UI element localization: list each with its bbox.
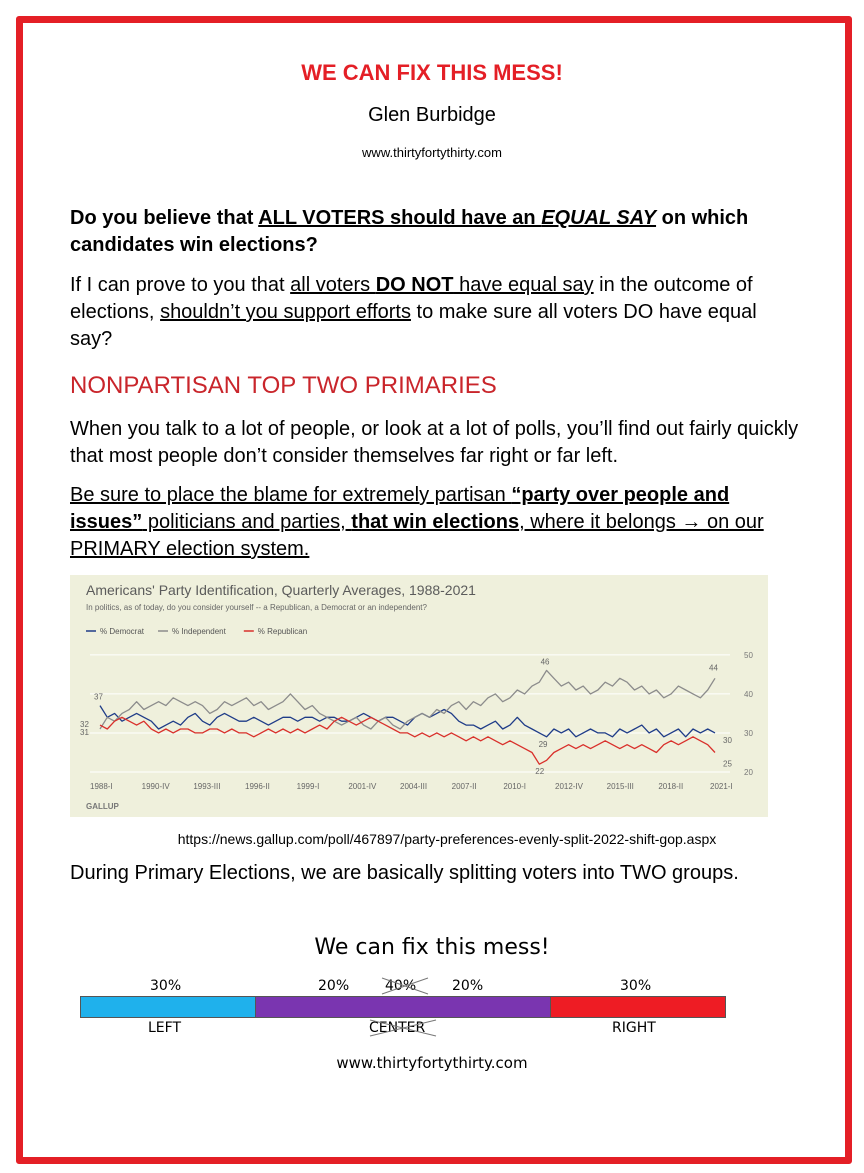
banner-website[interactable]: www.thirtyfortythirty.com: [336, 1054, 528, 1072]
right-segment: [550, 996, 726, 1018]
x-tick-label-7: 2007-II: [451, 782, 477, 791]
x-tick-label-6: 2004-III: [400, 782, 428, 791]
y-tick-label-20: 20: [744, 768, 753, 777]
x-tick-label-9: 2012-IV: [555, 782, 584, 791]
section-heading: NONPARTISAN TOP TWO PRIMARIES: [70, 372, 497, 399]
center-right-percent: 20%: [452, 978, 484, 994]
center-percent: 40%: [385, 978, 417, 994]
annotation-6: 44: [709, 663, 718, 673]
p3-text-3: politicians and parties,: [142, 511, 352, 533]
x-tick-label-4: 1999-I: [296, 782, 320, 791]
polls-paragraph: When you talk to a lot of people, or look at a lot of polls, you’ll find out fairly quickly that most people don’t consider themselves far right or far left.: [70, 418, 799, 467]
p1-text-6: shouldn’t you support efforts: [160, 301, 411, 323]
annotation-5: 22: [535, 767, 545, 777]
legend-label-2: % Republican: [257, 627, 308, 636]
page-title: WE CAN FIX THIS MESS!: [301, 60, 563, 85]
annotation-3: 46: [540, 657, 550, 667]
left-percent: 30%: [150, 978, 182, 994]
annotation-0: 37: [94, 692, 103, 702]
series-line-1: [100, 670, 715, 729]
x-tick-label-3: 1996-II: [245, 782, 270, 791]
x-tick-label-8: 2010-I: [503, 782, 527, 791]
chart-lines: [100, 670, 715, 764]
annotation-8: 25: [723, 759, 732, 769]
right-label: RIGHT: [612, 1020, 656, 1036]
website-link[interactable]: www.thirtyfortythirty.com: [362, 145, 502, 160]
annotation-2: 31: [80, 728, 89, 738]
y-tick-label-30: 30: [744, 728, 753, 738]
p1-text-3: DO NOT: [375, 274, 454, 296]
chart-legend: [86, 627, 307, 636]
left-segment: [80, 996, 256, 1018]
p3-text-1: Be sure to place the blame for extremely partisan: [70, 484, 512, 506]
x-tick-label-5: 2001-IV: [348, 782, 377, 791]
left-label: LEFT: [148, 1020, 182, 1036]
center-percent-strike: [380, 976, 430, 996]
x-tick-label-12: 2021-I: [710, 782, 733, 791]
chart-subtitle: In politics, as of today, do you consider yourself -- a Republican, a Democrat or an independent?: [86, 603, 427, 612]
p1-text-5: in the outcome of elections,: [70, 274, 753, 323]
p3-text-4: that win elections: [351, 511, 520, 533]
center-segment: [256, 996, 550, 1018]
chart-source-url[interactable]: https://news.gallup.com/poll/467897/party-preferences-evenly-split-2022-shift-gop.aspx: [177, 831, 717, 847]
x-tick-label-11: 2018-II: [658, 782, 684, 791]
x-tick-label-2: 1993-III: [193, 782, 221, 791]
banner-title: We can fix this mess!: [314, 935, 550, 960]
author-name: Glen Burbidge: [368, 104, 496, 126]
y-tick-label-50: 50: [744, 650, 753, 660]
p3-text-2: “party over people and issues”: [70, 484, 730, 533]
question-text-4: on which candidates win elections?: [70, 207, 749, 256]
party-identification-chart: [70, 575, 768, 817]
p3-text-5: , where it belongs → on our PRIMARY election system.: [70, 511, 764, 560]
legend-label-0: % Democrat: [100, 627, 145, 636]
p1-text-4: have equal say: [453, 274, 594, 296]
question-text-2: ALL VOTERS should have an: [258, 207, 542, 229]
p1-text-7: to make sure all voters DO have equal say?: [70, 301, 757, 350]
annotation-7: 30: [723, 735, 732, 745]
annotation-4: 29: [538, 739, 548, 749]
y-tick-label-40: 40: [744, 689, 753, 699]
legend-label-1: % Independent: [172, 627, 226, 636]
question-text-3: EQUAL SAY: [541, 207, 657, 229]
chart-svg: [70, 575, 768, 817]
p1-text-1: If I can prove to you that: [70, 274, 291, 296]
question-text-1: Do you believe that: [70, 207, 259, 229]
chart-title: Americans' Party Identification, Quarterly Averages, 1988-2021: [86, 582, 476, 598]
proof-paragraph: [70, 272, 800, 353]
p1-text-2: all voters: [290, 274, 376, 296]
primary-split-paragraph: During Primary Elections, we are basically splitting voters into TWO groups.: [70, 862, 739, 884]
center-left-percent: 20%: [318, 978, 350, 994]
blame-paragraph: [70, 482, 800, 563]
annotation-1: 32: [80, 720, 89, 730]
chart-annotations: [80, 657, 732, 776]
right-percent: 30%: [620, 978, 652, 994]
center-label-strike: [368, 1018, 438, 1038]
chart-x-ticks: [90, 782, 733, 791]
x-tick-label-1: 1990-IV: [141, 782, 170, 791]
question-paragraph: [70, 205, 800, 259]
center-label: CENTER: [369, 1020, 426, 1036]
x-tick-label-10: 2015-III: [606, 782, 634, 791]
chart-source-label: GALLUP: [86, 802, 119, 811]
x-tick-label-0: 1988-I: [90, 782, 113, 791]
